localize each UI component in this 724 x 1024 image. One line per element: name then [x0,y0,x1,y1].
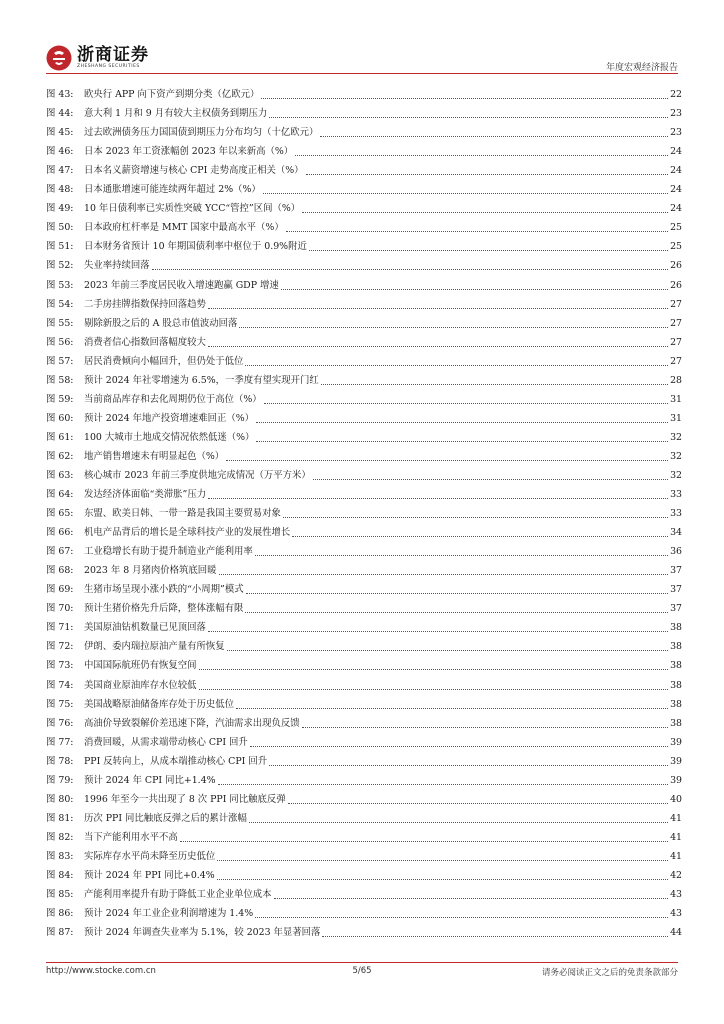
toc-entry[interactable] [46,618,682,637]
toc-dot-leader [286,231,668,232]
toc-entry[interactable] [46,85,682,104]
toc-page-number[interactable]: 44 [670,927,682,939]
toc-figure-title[interactable]: 预计 2024 年调查失业率为 5.1%，较 2023 年显著回落 [84,927,321,939]
brand-name-cn: 浙商证券 [77,45,149,65]
toc-figure-title[interactable]: 过去欧洲债务压力国国债到期压力分布均匀（十亿欧元） [84,127,319,139]
toc-page-number[interactable]: 38 [670,679,682,691]
toc-figure-title[interactable]: 2023 年前三季度居民收入增速跑赢 GDP 增速 [84,279,279,291]
toc-figure-label: 图 62: [46,450,74,462]
toc-dot-leader [249,822,668,823]
toc-page-number[interactable]: 39 [670,774,682,786]
toc-figure-label: 图 76: [46,717,74,729]
toc-figure-title[interactable]: 剔除新股之后的 A 股总市值波动回落 [84,317,238,329]
toc-dot-leader [288,803,668,804]
toc-figure-title[interactable]: 预计 2024 年工业企业利润增速为 1.4% [84,908,254,920]
toc-page-number[interactable]: 25 [670,222,682,234]
report-type: 年度宏观经济报告 [605,63,678,73]
toc-entry[interactable] [46,695,682,714]
toc-figure-label: 图 87: [46,927,74,939]
toc-figure-label: 图 75: [46,698,74,710]
toc-entry[interactable] [46,142,682,161]
toc-page-number[interactable]: 34 [670,527,682,539]
toc-entry[interactable] [46,542,682,561]
toc-entry[interactable] [46,123,682,142]
toc-figure-label: 图 68: [46,565,74,577]
toc-figure-label: 图 48: [46,184,74,196]
toc-figure-title[interactable]: 预计 2024 年 PPI 同比+0.4% [84,869,215,881]
toc-figure-title[interactable]: 居民消费倾向小幅回升，但仍处于低位 [84,355,244,367]
toc-entry[interactable] [46,237,682,256]
toc-figure-title[interactable]: 核心城市 2023 年前三季度供地完成情况（万平方米） [84,469,311,481]
toc-page-number[interactable]: 38 [670,660,682,672]
brand-logo [46,45,149,71]
footer-divider [46,962,678,963]
toc-dot-leader [217,879,668,880]
toc-dot-leader [255,555,668,556]
toc-figure-title[interactable]: 预计 2024 年地产投资增速难回正（%） [84,412,254,424]
toc-page-number[interactable]: 42 [670,869,682,881]
toc-page-number[interactable]: 32 [670,431,682,443]
toc-dot-leader [261,98,668,99]
toc-figure-title[interactable]: 预计生猪价格先升后降，整体涨幅有限 [84,603,244,615]
toc-page-number[interactable]: 23 [670,108,682,120]
toc-figure-title[interactable]: 1996 年至今一共出现了 8 次 PPI 同比触底反弹 [84,793,286,805]
toc-entry[interactable] [46,199,682,218]
toc-page-number[interactable]: 31 [670,393,682,405]
toc-dot-leader [180,841,668,842]
toc-entry[interactable] [46,447,682,466]
toc-dot-leader [199,669,669,670]
toc-dot-leader [313,479,668,480]
toc-page-number[interactable]: 33 [670,508,682,520]
toc-page-number[interactable]: 39 [670,736,682,748]
toc-figure-label: 图 82: [46,831,74,843]
footer-url[interactable]: http://www.stocke.com.cn [46,966,156,976]
toc-entry[interactable] [46,352,682,371]
toc-figure-title[interactable]: 预计 2024 年 CPI 同比+1.4% [84,774,216,786]
toc-figure-label: 图 66: [46,527,74,539]
toc-dot-leader [269,117,668,118]
toc-figure-title[interactable]: 失业率持续回落 [84,260,150,272]
brand-text [77,46,149,70]
toc-entry[interactable] [46,561,682,580]
toc-figure-title[interactable]: 产能利用率提升有助于降低工业企业单位成本 [84,889,272,901]
toc-dot-leader [322,936,668,937]
toc-figure-title[interactable]: 日本财务省预计 10 年期国债利率中枢位于 0.9%附近 [84,241,307,253]
toc-figure-label: 图 64: [46,489,74,501]
toc-page-number[interactable]: 41 [670,812,682,824]
toc-page-number[interactable]: 43 [670,889,682,901]
toc-page-number[interactable]: 23 [670,127,682,139]
toc-dot-leader [302,727,668,728]
toc-page-number[interactable]: 32 [670,469,682,481]
toc-page-number[interactable]: 41 [670,850,682,862]
toc-entry[interactable] [46,371,682,390]
toc-figure-label: 图 78: [46,755,74,767]
toc-dot-leader [227,650,668,651]
toc-dot-leader [274,898,669,899]
toc-entry[interactable] [46,580,682,599]
toc-figure-title[interactable]: 2023 年 8 月猪肉价格筑底回暖 [84,565,217,577]
toc-entry[interactable] [46,904,682,923]
toc-page-number[interactable]: 22 [670,89,682,101]
toc-page-number[interactable]: 31 [670,412,682,424]
toc-page-number[interactable]: 38 [670,698,682,710]
toc-figure-label: 图 79: [46,774,74,786]
toc-page-number[interactable]: 27 [670,336,682,348]
toc-figure-title[interactable]: 发达经济体面临“类滞胀”压力 [84,489,207,501]
toc-figure-title[interactable]: 地产销售增速未有明显起色（%） [84,450,225,462]
toc-figure-title[interactable]: 100 大城市土地成交情况依然低迷（%） [84,431,255,443]
toc-page-number[interactable]: 25 [670,241,682,253]
toc-figure-title[interactable]: 实际库存水平尚未降至历史低位 [84,850,216,862]
page-number: 5/65 [352,966,372,976]
toc-entry[interactable] [46,314,682,333]
toc-page-number[interactable]: 24 [670,203,682,215]
toc-page-number[interactable]: 37 [670,584,682,596]
toc-entry[interactable] [46,809,682,828]
toc-figure-title[interactable]: 东盟、欧美日韩、一带一路是我国主要贸易对象 [84,508,281,520]
toc-figure-label: 图 53: [46,279,74,291]
toc-figure-title[interactable]: 消费回暖，从需求端带动核心 CPI 回升 [84,736,248,748]
toc-page-number[interactable]: 36 [670,546,682,558]
toc-figure-label: 图 57: [46,355,74,367]
toc-dot-leader [219,574,669,575]
toc-figure-label: 图 54: [46,298,74,310]
toc-page-number[interactable]: 38 [670,717,682,729]
toc-page-number[interactable]: 27 [670,298,682,310]
toc-figure-label: 图 46: [46,146,74,158]
toc-figure-title[interactable]: 美国原油钻机数量已见顶回落 [84,622,206,634]
toc-dot-leader [245,365,668,366]
toc-figure-title[interactable]: 生猪市场呈现小涨小跌的“小周期”模式 [84,584,244,596]
toc-entry[interactable] [46,256,682,275]
toc-entry[interactable] [46,923,682,942]
toc-figure-title[interactable]: 工业稳增长有助于提升制造业产能利用率 [84,546,253,558]
toc-dot-leader [263,193,668,194]
toc-figure-label: 图 55: [46,317,74,329]
toc-dot-leader [208,308,668,309]
toc-figure-label: 图 45: [46,127,74,139]
toc-figure-label: 图 47: [46,165,74,177]
toc-dot-leader [218,784,669,785]
toc-entry[interactable] [46,790,682,809]
toc-figure-title[interactable]: 美国战略原油储备库存处于历史低位 [84,698,235,710]
toc-page-number[interactable]: 26 [670,279,682,291]
toc-figure-label: 图 67: [46,546,74,558]
toc-figure-label: 图 70: [46,603,74,615]
toc-dot-leader [256,422,668,423]
toc-entry[interactable] [46,485,682,504]
page-footer [46,966,678,980]
toc-page-number[interactable]: 38 [670,641,682,653]
toc-entry[interactable] [46,752,682,771]
footer-disclaimer: 请务必阅读正文之后的免责条款部分 [541,968,678,978]
toc-dot-leader [152,269,668,270]
toc-dot-leader [320,136,668,137]
toc-figure-label: 图 63: [46,469,74,481]
toc-entry[interactable] [46,218,682,237]
toc-figure-label: 图 56: [46,336,74,348]
toc-page-number[interactable]: 37 [670,565,682,577]
toc-figure-label: 图 85: [46,889,74,901]
toc-entry[interactable] [46,180,682,199]
toc-page-number[interactable]: 27 [670,317,682,329]
toc-dot-leader [250,746,668,747]
toc-dot-leader [208,631,668,632]
toc-dot-leader [256,441,668,442]
toc-entry[interactable] [46,161,682,180]
toc-figure-label: 图 59: [46,393,74,405]
toc-entry[interactable] [46,885,682,904]
toc-figure-title[interactable]: 日本名义薪资增速与核心 CPI 走势高度正相关（%） [84,165,304,177]
toc-figure-title[interactable]: 美国商业原油库存水位较低 [84,679,197,691]
toc-figure-label: 图 86: [46,908,74,920]
toc-dot-leader [295,155,668,156]
toc-figure-title[interactable]: 消费者信心指数回落幅度较大 [84,336,206,348]
toc-page-number[interactable]: 24 [670,165,682,177]
toc-page-number[interactable]: 24 [670,146,682,158]
toc-figure-label: 图 84: [46,869,74,881]
figure-list [46,85,682,942]
toc-entry[interactable] [46,409,682,428]
toc-entry[interactable] [46,390,682,409]
toc-figure-label: 图 51: [46,241,74,253]
toc-dot-leader [321,384,668,385]
toc-dot-leader [309,250,668,251]
toc-figure-title[interactable]: 预计 2024 年社零增速为 6.5%，一季度有望实现开门红 [84,374,319,386]
toc-dot-leader [239,327,668,328]
toc-dot-leader [255,917,668,918]
toc-figure-label: 图 43: [46,89,74,101]
toc-entry[interactable] [46,847,682,866]
toc-page-number[interactable]: 24 [670,184,682,196]
page-header [0,0,724,80]
toc-dot-leader [306,174,669,175]
toc-entry[interactable] [46,675,682,694]
toc-figure-label: 图 72: [46,641,74,653]
toc-figure-label: 图 77: [46,736,74,748]
toc-page-number[interactable]: 39 [670,755,682,767]
toc-figure-label: 图 44: [46,108,74,120]
toc-figure-title[interactable]: 当下产能利用水平不高 [84,831,178,843]
toc-page-number[interactable]: 37 [670,603,682,615]
toc-dot-leader [264,403,668,404]
toc-dot-leader [292,536,668,537]
toc-dot-leader [269,765,668,766]
toc-figure-title[interactable]: 日本政府杠杆率是 MMT 国家中最高水平（%） [84,222,284,234]
toc-page-number[interactable]: 26 [670,260,682,272]
toc-figure-label: 图 71: [46,622,74,634]
toc-dot-leader [245,612,668,613]
toc-figure-label: 图 65: [46,508,74,520]
toc-figure-title[interactable]: 中国国际航班仍有恢复空间 [84,660,197,672]
toc-figure-label: 图 50: [46,222,74,234]
toc-figure-label: 图 81: [46,812,74,824]
toc-figure-label: 图 61: [46,431,74,443]
toc-figure-label: 图 52: [46,260,74,272]
toc-dot-leader [226,460,668,461]
toc-figure-label: 图 83: [46,850,74,862]
toc-dot-leader [208,498,668,499]
toc-entry[interactable] [46,428,682,447]
toc-dot-leader [199,689,669,690]
toc-figure-title[interactable]: 欧央行 APP 向下资产到期分类（亿欧元） [84,89,260,101]
toc-dot-leader [246,593,668,594]
toc-entry[interactable] [46,637,682,656]
toc-entry[interactable] [46,275,682,294]
toc-page-number[interactable]: 28 [670,374,682,386]
toc-entry[interactable] [46,104,682,123]
toc-entry[interactable] [46,333,682,352]
toc-entry[interactable] [46,295,682,314]
toc-page-number[interactable]: 33 [670,489,682,501]
toc-dot-leader [283,517,668,518]
toc-dot-leader [217,860,668,861]
toc-figure-title[interactable]: 日本 2023 年工资涨幅创 2023 年以来新高（%） [84,146,294,158]
toc-figure-title[interactable]: PPI 反转向上，从成本端推动核心 CPI 回升 [84,755,268,767]
toc-dot-leader [236,708,668,709]
toc-page-number[interactable]: 43 [670,908,682,920]
toc-page-number[interactable]: 41 [670,831,682,843]
toc-entry[interactable] [46,504,682,523]
header-divider [46,73,678,74]
toc-figure-label: 图 60: [46,412,74,424]
toc-dot-leader [302,212,668,213]
toc-figure-label: 图 49: [46,203,74,215]
toc-page-number[interactable]: 32 [670,450,682,462]
toc-page-number[interactable]: 38 [670,622,682,634]
toc-entry[interactable] [46,466,682,485]
toc-page-number[interactable]: 27 [670,355,682,367]
toc-entry[interactable] [46,714,682,733]
toc-entry[interactable] [46,866,682,885]
toc-figure-title[interactable]: 当前商品库存和去化周期仍位于高位（%） [84,393,262,405]
toc-figure-label: 图 73: [46,660,74,672]
brand-name-en: ZHESHANG SECURITIES [77,64,140,69]
toc-figure-title[interactable]: 伊朗、委内瑞拉原油产量有所恢复 [84,641,225,653]
toc-figure-title[interactable]: 历次 PPI 同比触底反弹之后的累计涨幅 [84,812,247,824]
toc-figure-label: 图 69: [46,584,74,596]
toc-figure-title[interactable]: 日本通胀增速可能连续两年超过 2%（%） [84,184,261,196]
toc-entry[interactable] [46,828,682,847]
toc-entry[interactable] [46,771,682,790]
toc-entry[interactable] [46,599,682,618]
toc-figure-title[interactable]: 高油价导致裂解价差迅速下降，汽油需求出现负反馈 [84,717,300,729]
toc-entry[interactable] [46,523,682,542]
toc-dot-leader [208,346,668,347]
toc-figure-label: 图 80: [46,793,74,805]
toc-figure-label: 图 74: [46,679,74,691]
brand-emblem-icon [46,45,72,71]
toc-entry[interactable] [46,656,682,675]
toc-figure-title[interactable]: 意大利 1 月和 9 月有较大主权债务到期压力 [84,108,268,120]
toc-dot-leader [281,289,668,290]
toc-figure-title[interactable]: 机电产品背后的增长是全球科技产业的发展性增长 [84,527,291,539]
toc-entry[interactable] [46,733,682,752]
toc-figure-title[interactable]: 10 年日债利率已实质性突破 YCC“管控”区间（%） [84,203,301,215]
toc-page-number[interactable]: 40 [670,793,682,805]
toc-figure-title[interactable]: 二手房挂牌指数保持回落趋势 [84,298,206,310]
toc-figure-label: 图 58: [46,374,74,386]
